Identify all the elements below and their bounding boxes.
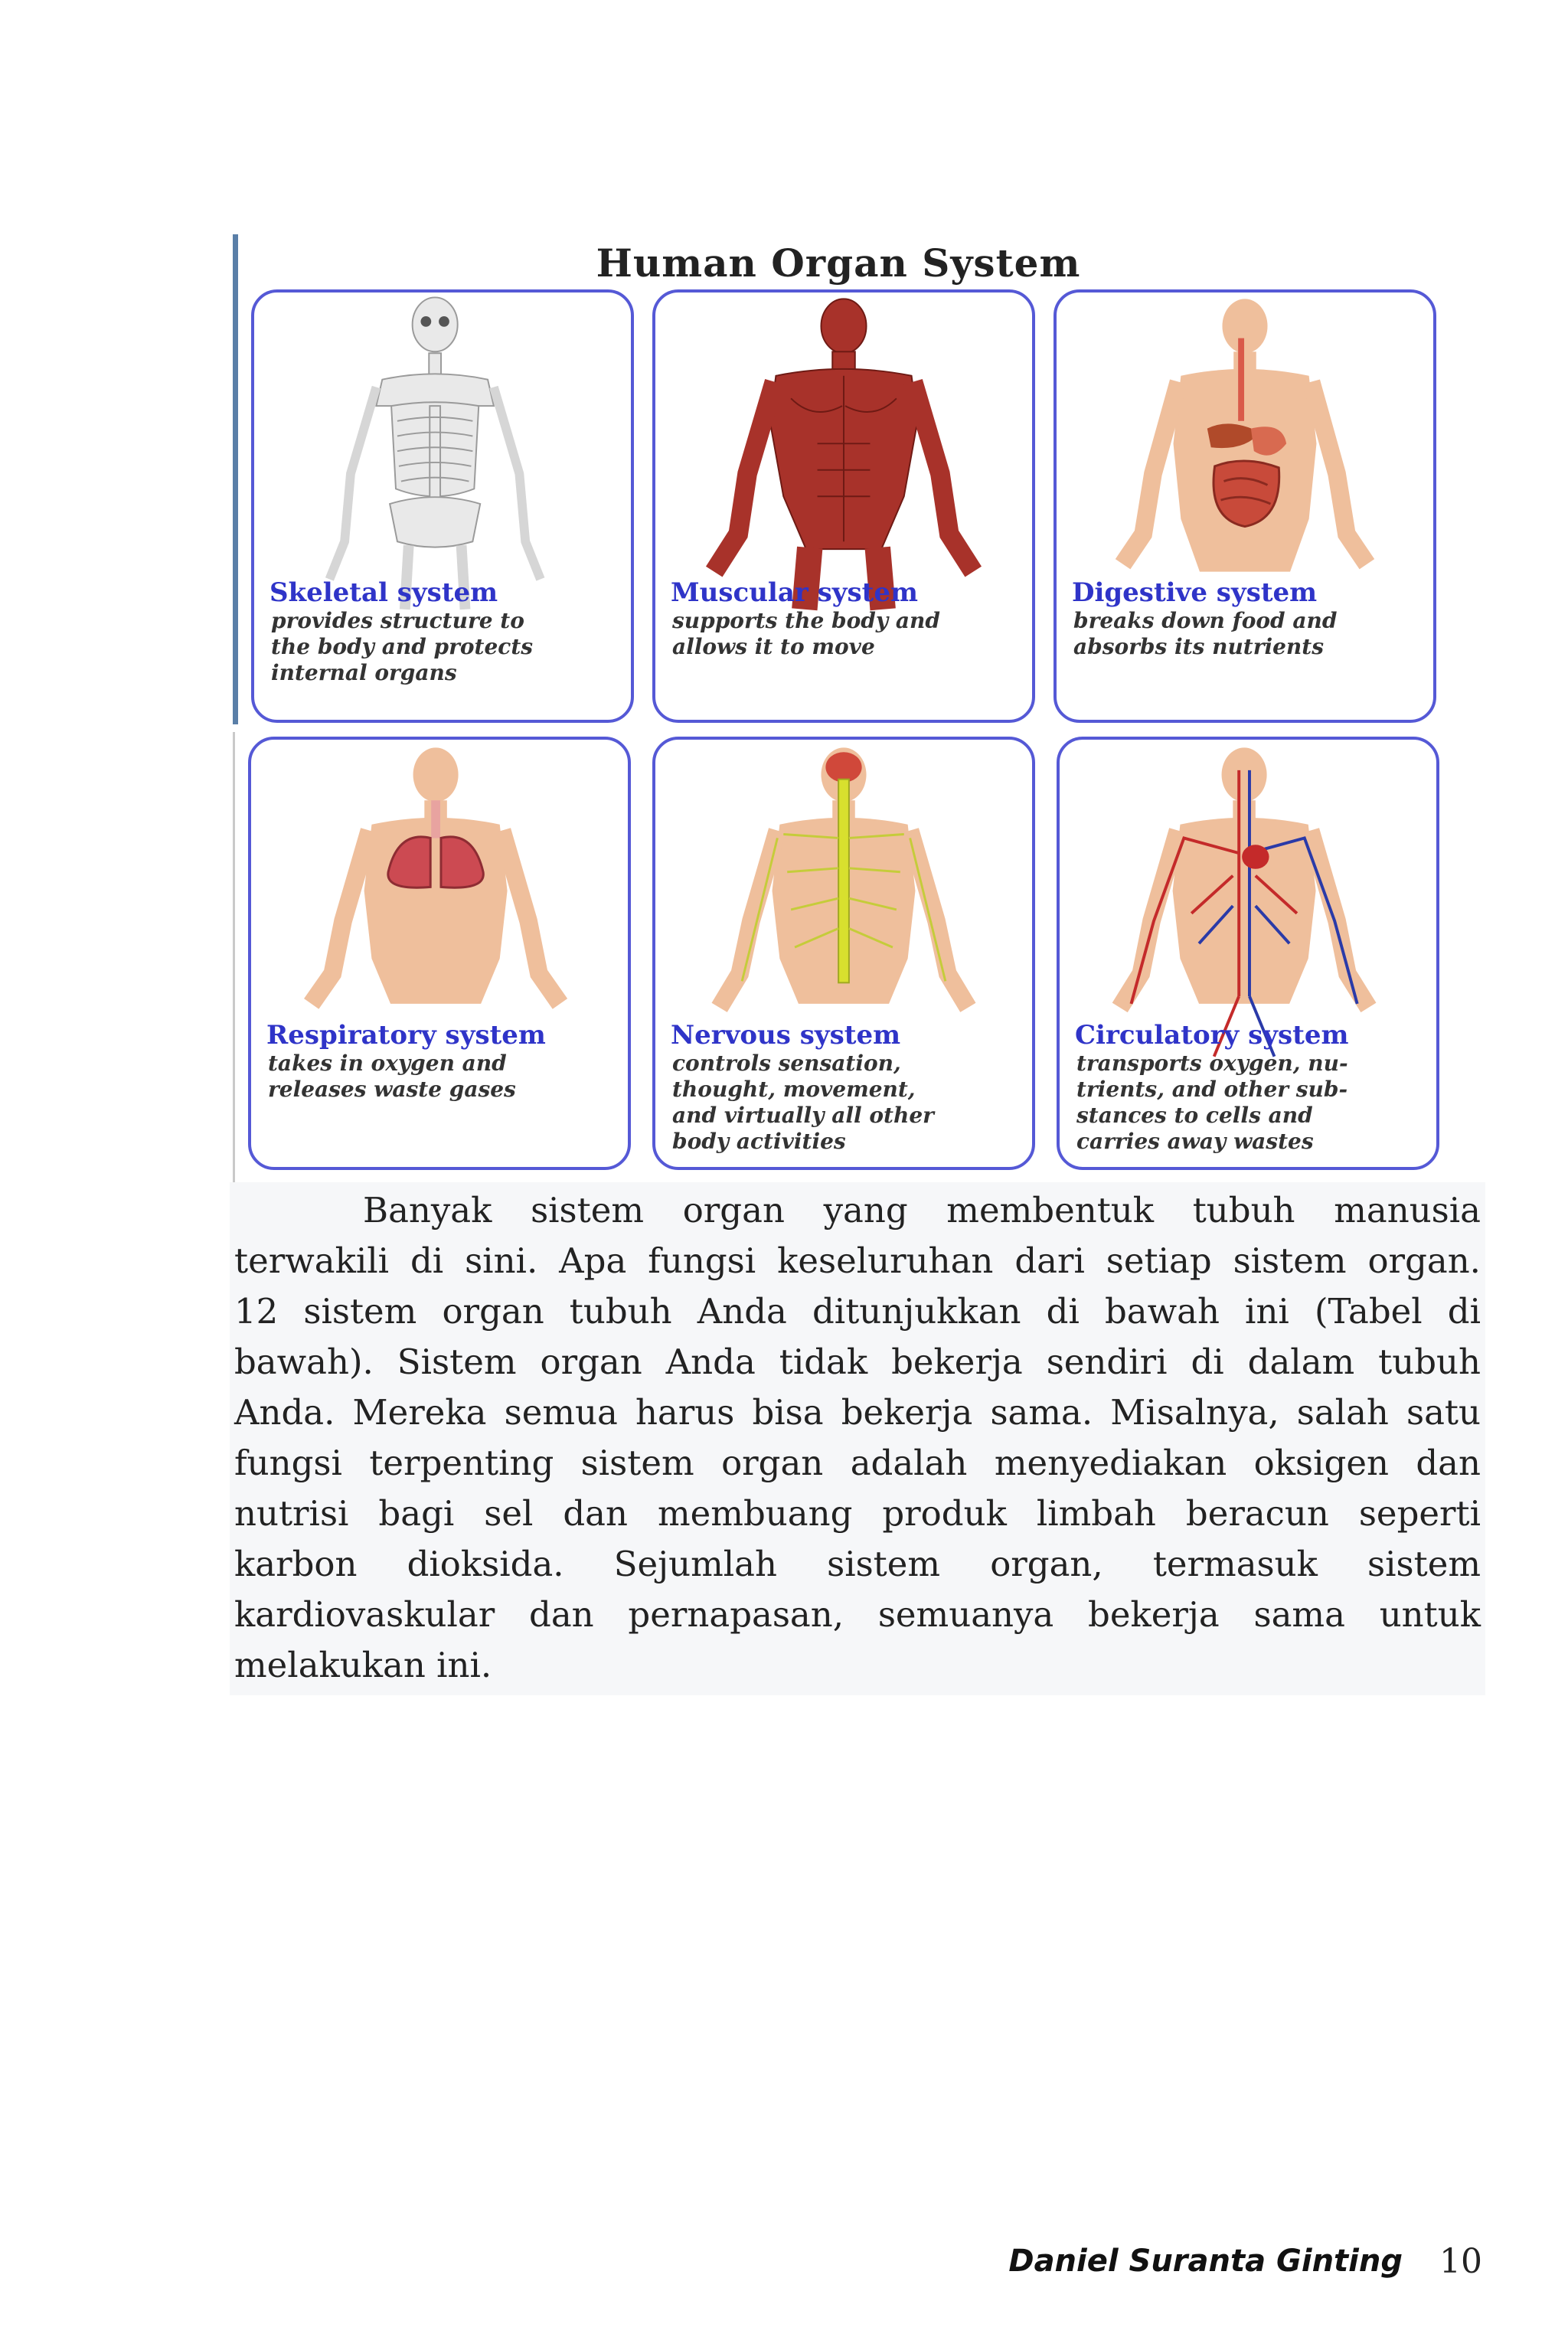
card-digestive-system [1054,289,1436,723]
paragraph-line: karbon dioksida. Sejumlah sistem organ, termasuk sistem [234,1544,1481,1584]
card-respiratory-system [248,737,631,1170]
paragraph-line: 12 sistem organ tubuh Anda ditunjukkan di bawah ini (Tabel di [234,1291,1481,1332]
card-description: transports oxygen, nu- trients, and other sub- stances to cells and carries away wastes [1076,1051,1348,1154]
card-circulatory-system [1057,737,1439,1170]
figure-left-border [233,234,238,724]
paragraph-line: fungsi terpenting sistem organ adalah menyediakan oksigen dan [234,1443,1481,1483]
paragraph-line: terwakili di sini. Apa fungsi keseluruhan dari setiap sistem organ. [234,1240,1481,1281]
card-title: Circulatory system [1075,1020,1349,1051]
page-number: 10 [1439,2242,1482,2281]
card-description: supports the body and allows it to move [672,608,940,659]
paragraph-line: kardiovaskular dan pernapasan, semuanya bekerja sama untuk [234,1594,1481,1635]
body-paragraph [230,1182,1485,1695]
card-title: Nervous system [671,1020,901,1051]
paragraph-line: Anda. Mereka semua harus bisa bekerja sama. Misalnya, salah satu [234,1392,1481,1433]
footer-author: Daniel Suranta Ginting [1008,2244,1403,2279]
card-nervous-system [652,737,1035,1170]
figure-left-border-lower [233,732,235,1182]
card-description: breaks down food and absorbs its nutrients [1073,608,1338,659]
card-skeletal-system [251,289,634,723]
paragraph-line: melakukan ini. [234,1645,492,1685]
card-title: Muscular system [671,577,918,608]
lungs-icon [251,740,628,1167]
card-title: Respiratory system [266,1020,546,1051]
paragraph-line: bawah). Sistem organ Anda tidak bekerja sendiri di dalam tubuh [234,1342,1481,1382]
card-description: controls sensation, thought, movement, and virtually all other body activities [672,1051,934,1154]
card-description: takes in oxygen and releases waste gases [268,1051,516,1102]
card-title: Digestive system [1072,577,1318,608]
figure-title: Human Organ System [596,240,1081,286]
card-muscular-system [652,289,1035,723]
card-title: Skeletal system [270,577,498,608]
card-description: provides structure to the body and protects internal organs [271,608,534,685]
paragraph-line: Banyak sistem organ yang membentuk tubuh manusia [363,1190,1481,1230]
paragraph-line: nutrisi bagi sel dan membuang produk limbah beracun seperti [234,1493,1481,1534]
organ-system-figure [233,234,1444,1182]
